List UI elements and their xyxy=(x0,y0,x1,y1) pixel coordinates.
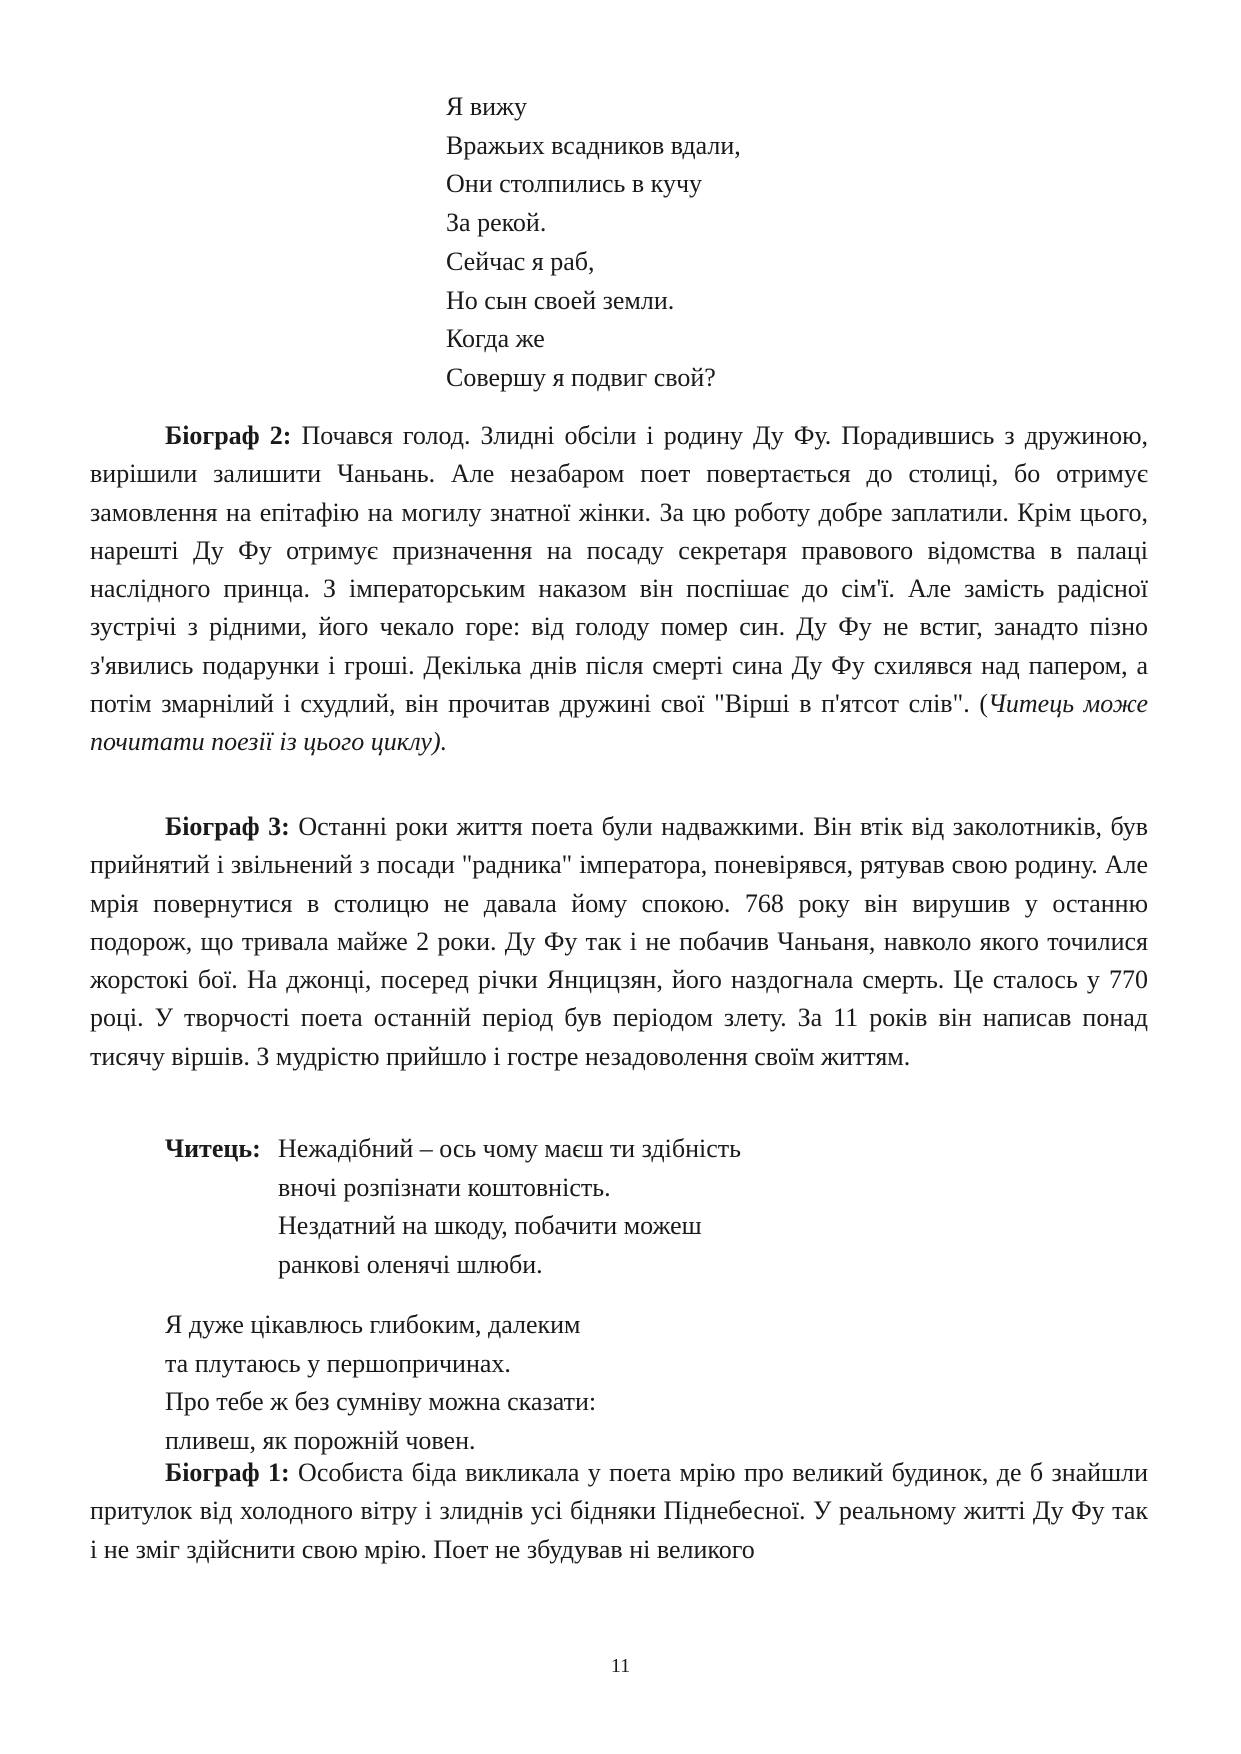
stage-direction: Читець може почитати поезії із цього циклу). xyxy=(90,689,1149,757)
poem-stanza-top xyxy=(446,88,741,398)
page-number: 11 xyxy=(610,1655,631,1677)
poem-line: За рекой. xyxy=(446,208,547,238)
biographer-1-paragraph xyxy=(90,1454,1148,1569)
speaker-label: Біограф 2: xyxy=(165,421,292,450)
poem-line: Я дуже цікавлюсь глибоким, далеким xyxy=(165,1310,581,1339)
speaker-label: Біограф 1: xyxy=(165,1458,290,1487)
poem-line: Но сын своей земли. xyxy=(446,285,675,315)
speaker-label: Біограф 3: xyxy=(165,812,290,841)
poem-line: та плутаюсь у першопричинах. xyxy=(165,1348,511,1378)
poem-line: Они столпились в кучу xyxy=(446,169,703,199)
poem-line: Когда же xyxy=(446,324,545,354)
poem-line: Сейчас я раб, xyxy=(446,246,595,276)
poem-line: ранкові оленячі шлюби. xyxy=(278,1249,543,1279)
paragraph-text: Останні роки життя поета були надважкими. Він втік від заколотників, був прийнятий і звільнений з посади "радника" імператора, поневірявся, рятував свою родину. Але мрія повернутися в столицю не давала йому спокою. 768 року він вирушив у останню подорож, що тривала майже 2 роки. Ду Фу так і не побачив Чаньаня, навколо якого точилися жорстокі бої. На джонці, посеред річки Янцицзян, його наздогнала смерть. Це сталось у 770 році. У творчості поета останній період був періодом злету. За 11 років він написав понад тисячу віршів. З мудрістю прийшло і гостре незадоволення своїм життям. xyxy=(90,812,1148,1071)
poem-line: вночі розпізнати коштовність. xyxy=(278,1172,611,1202)
poem-line: Нежадібний – ось чому маєш ти здібність xyxy=(278,1134,741,1163)
reader-verse xyxy=(165,1130,741,1284)
poem-line: Про тебе ж без сумніву можна сказати: xyxy=(165,1387,597,1416)
poem-line: Совершу я подвиг свой? xyxy=(446,362,716,392)
poem-stanza-bottom xyxy=(165,1306,596,1460)
reader-verse-lines xyxy=(278,1130,741,1284)
poem-line: Вражьих всадников вдали, xyxy=(446,130,741,160)
poem-line: Нездатний на шкоду, побачити можеш xyxy=(278,1211,702,1240)
paragraph-text: Почався голод. Злидні обсіли і родину Ду Фу. Порадившись з дружиною, вирішили залишити Чаньань. Але незабаром поет повертається до столиці, бо отримує замовлення на епітафію на могилу знатної жінки. За цю роботу добре заплатили. Крім цього, нарешті Ду Фу отримує призначення на посаду секретаря правового відомства в палаці наслідного принца. З імператорським наказом він поспішає до сім'ї. Але замість радісної зустрічі з рідними, його чекало горе: від голоду помер син. Ду Фу не встиг, занадто пізно з'явились подарунки і гроші. Декілька днів після смерті сина Ду Фу схилявся над папером, а потім змарнілий і схудлий, він прочитав дружині свої "Вірші в п'ятсот слів". ( xyxy=(90,421,1149,719)
paragraph-text: Особиста біда викликала у поета мрію про великий будинок, де б знайшли притулок від холодного вітру і злиднів усі бідняки Піднебесної. У реальному житті Ду Фу так і не зміг здійснити свою мрію. Поет не збудував ні великого xyxy=(90,1458,1148,1564)
biographer-2-paragraph xyxy=(90,417,1148,762)
poem-line: пливеш, як порожній човен. xyxy=(165,1425,476,1455)
speaker-label: Читець: xyxy=(165,1134,261,1163)
biographer-3-paragraph xyxy=(90,808,1148,1076)
poem-line: Я вижу xyxy=(446,92,527,121)
